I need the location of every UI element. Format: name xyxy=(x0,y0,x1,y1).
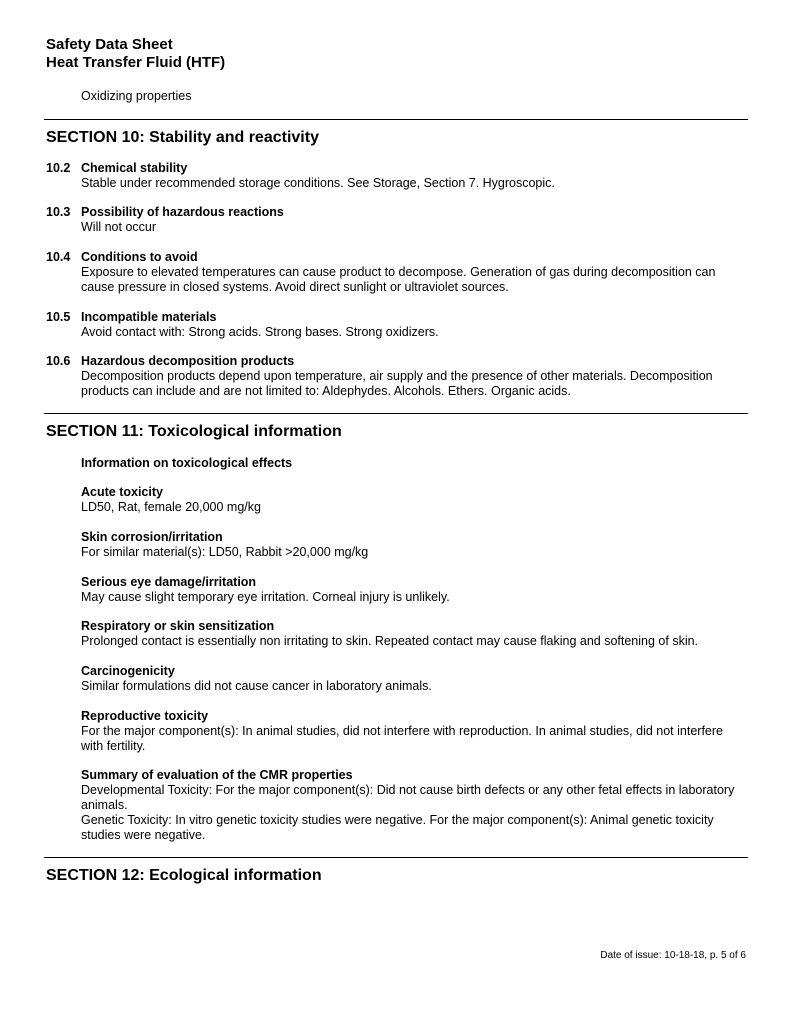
tox-text-secondary: Genetic Toxicity: In vitro genetic toxicity studies were negative. For the major component(s): Animal genetic toxicity studies were negative. xyxy=(81,813,714,842)
tox-text: Developmental Toxicity: For the major component(s): Did not cause birth defects or any other fetal effects in laboratory animals. xyxy=(81,783,735,812)
subsection-heading: Possibility of hazardous reactions xyxy=(81,205,284,219)
tox-heading: Summary of evaluation of the CMR properties xyxy=(81,768,353,782)
footer-issue-date: Date of issue: 10-18-18, p. 5 of 6 xyxy=(600,950,746,961)
section-10-title: SECTION 10: Stability and reactivity xyxy=(46,129,319,146)
toxicological-effects-intro xyxy=(81,456,746,471)
section-divider xyxy=(44,119,748,120)
section-divider xyxy=(44,857,748,858)
tox-text: For similar material(s): LD50, Rabbit >20,000 mg/kg xyxy=(81,545,369,559)
tox-item-cmr-summary xyxy=(81,768,746,843)
tox-text: LD50, Rat, female 20,000 mg/kg xyxy=(81,500,261,514)
tox-item-reproductive xyxy=(81,709,746,754)
section-11-title: SECTION 11: Toxicological information xyxy=(46,423,342,440)
subsection-heading: Conditions to avoid xyxy=(81,250,198,264)
subsection-heading: Incompatible materials xyxy=(81,310,217,324)
tox-item-eye-damage xyxy=(81,575,746,605)
tox-text: Prolonged contact is essentially non irritating to skin. Repeated contact may cause flaking and softening of skin. xyxy=(81,634,699,648)
subsection-number: 10.2 xyxy=(46,161,71,175)
tox-heading: Reproductive toxicity xyxy=(81,709,209,723)
subsection-text: Stable under recommended storage conditions. See Storage, Section 7. Hygroscopic. xyxy=(81,176,555,190)
tox-text: For the major component(s): In animal studies, did not interfere with reproduction. In animal studies, did not interfere with fertility. xyxy=(81,724,723,753)
tox-heading: Respiratory or skin sensitization xyxy=(81,619,275,633)
tox-heading: Carcinogenicity xyxy=(81,664,175,678)
document-header xyxy=(46,36,225,72)
tox-heading: Skin corrosion/irritation xyxy=(81,530,223,544)
subsection-text: Will not occur xyxy=(81,220,157,234)
intro-heading: Information on toxicological effects xyxy=(81,456,293,470)
subsection-heading: Hazardous decomposition products xyxy=(81,354,295,368)
subsection-number: 10.5 xyxy=(46,310,71,324)
tox-heading: Acute toxicity xyxy=(81,485,163,499)
subsection-heading: Chemical stability xyxy=(81,161,188,175)
subsection-text: Exposure to elevated temperatures can cause product to decompose. Generation of gas during decomposition can cause pressure in closed systems. Avoid direct sunlight or ultraviolet sources. xyxy=(81,265,716,294)
oxidizing-properties-label: Oxidizing properties xyxy=(81,89,192,103)
subsection-text: Avoid contact with: Strong acids. Strong bases. Strong oxidizers. xyxy=(81,325,439,339)
subsection-number: 10.3 xyxy=(46,205,71,219)
subsection-text: Decomposition products depend upon temperature, air supply and the presence of other materials. Decomposition products can include and are not limited to: Aldephydes. Alcohols. Ethers. Organic acids. xyxy=(81,369,713,398)
tox-text: Similar formulations did not cause cancer in laboratory animals. xyxy=(81,679,432,693)
product-name-title: Heat Transfer Fluid (HTF) xyxy=(46,54,226,71)
section-divider xyxy=(44,413,748,414)
tox-item-acute-toxicity xyxy=(81,485,746,515)
tox-heading: Serious eye damage/irritation xyxy=(81,575,257,589)
tox-item-sensitization xyxy=(81,619,746,649)
section-12-title: SECTION 12: Ecological information xyxy=(46,867,322,884)
tox-item-skin-corrosion xyxy=(81,530,746,560)
tox-item-carcinogenicity xyxy=(81,664,746,694)
tox-text: May cause slight temporary eye irritation. Corneal injury is unlikely. xyxy=(81,590,450,604)
subsection-number: 10.4 xyxy=(46,250,71,264)
subsection-number: 10.6 xyxy=(46,354,71,368)
document-type-title: Safety Data Sheet xyxy=(46,36,173,53)
